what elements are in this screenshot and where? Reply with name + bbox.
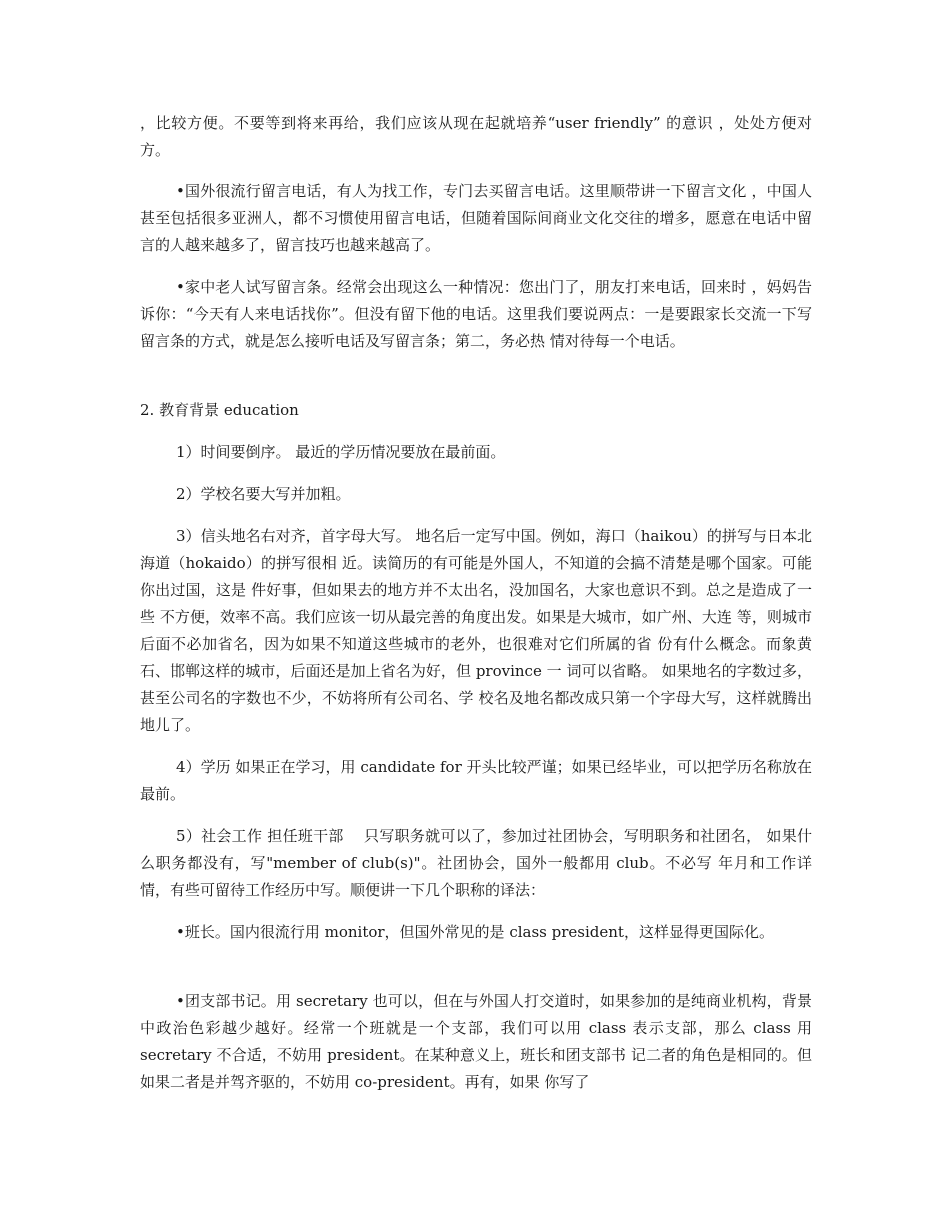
paragraph-elders-notes: •家中老人试写留言条。经常会出现这么一种情况：您出门了，朋友打来电话，回来时 ，妈妈告诉你：“今天有人来电话找你”。但没有留下他的电话。这里我们要说两点：一是要跟家长交流一下写留言条的方式，就是怎么接听电话及写留言条；第二，务必热 情对待每一个电话。: [140, 278, 812, 350]
paragraph-continued: ，比较方便。不要等到将来再给，我们应该从现在起就培养“user friendly” 的意识 ，处处方便对方。: [140, 114, 812, 159]
paragraph-item-2: 2）学校名要大写并加粗。: [176, 485, 351, 503]
paragraph-item-1: 1）时间要倒序。 最近的学历情况要放在最前面。: [176, 443, 506, 461]
paragraph-league-secretary: •团支部书记。用 secretary 也可以，但在与外国人打交道时，如果参加的是纯商业机构，背景中政治色彩越少越好。经常一个班就是一个支部，我们可以用 class 表示支部，那么 class 用 secretary 不合适，不妨用 president。在某种意义上，班长和团支部书 记二者的角色是相同的。但如果二者是并驾齐驱的，不妨用 co-president。再有，如果 你写了: [140, 992, 812, 1091]
paragraph-item-3: 3）信头地名右对齐，首字母大写。 地名后一定写中国。例如，海口（haikou）的拼写与日本北海道（hokaido）的拼写很相 近。读简历的有可能是外国人，不知道的会搞不清楚是哪个国家。可能你出过国，这是 件好事，但如果去的地方并不太出名，没加国名，大家也意识不到。总之是造成了一些 不方便，效率不高。我们应该一切从最完善的角度出发。如果是大城市，如广州、大连 等，则城市后面不必加省名，因为如果不知道这些城市的老外，也很难对它们所属的省 份有什么概念。而象黄石、邯郸这样的城市，后面还是加上省名为好，但 province 一 词可以省略。 如果地名的字数过多，甚至公司名的字数也不少，不妨将所有公司名、学 校名及地名都改成只第一个字母大写，这样就腾出地儿了。: [140, 527, 812, 734]
paragraph-class-president: •班长。国内很流行用 monitor，但国外常见的是 class president，这样显得更国际化。: [176, 923, 774, 941]
section-heading-education: 2. 教育背景 education: [140, 401, 299, 419]
paragraph-voicemail: •国外很流行留言电话，有人为找工作，专门去买留言电话。这里顺带讲一下留言文化 ，中国人甚至包括很多亚洲人，都不习惯使用留言电话，但随着国际间商业文化交往的增多，愿意在电话中留言的人越来越多了，留言技巧也越来越高了。: [140, 182, 812, 254]
paragraph-item-4: 4）学历 如果正在学习，用 candidate for 开头比较严谨；如果已经毕业，可以把学历名称放在最前。: [140, 758, 812, 803]
paragraph-item-5: 5）社会工作 担任班干部 只写职务就可以了，参加过社团协会，写明职务和社团名， 如果什么职务都没有，写"member of club(s)"。社团协会，国外一般都用 club。不必写 年月和工作详情，有些可留待工作经历中写。顺便讲一下几个职称的译法：: [140, 827, 812, 899]
